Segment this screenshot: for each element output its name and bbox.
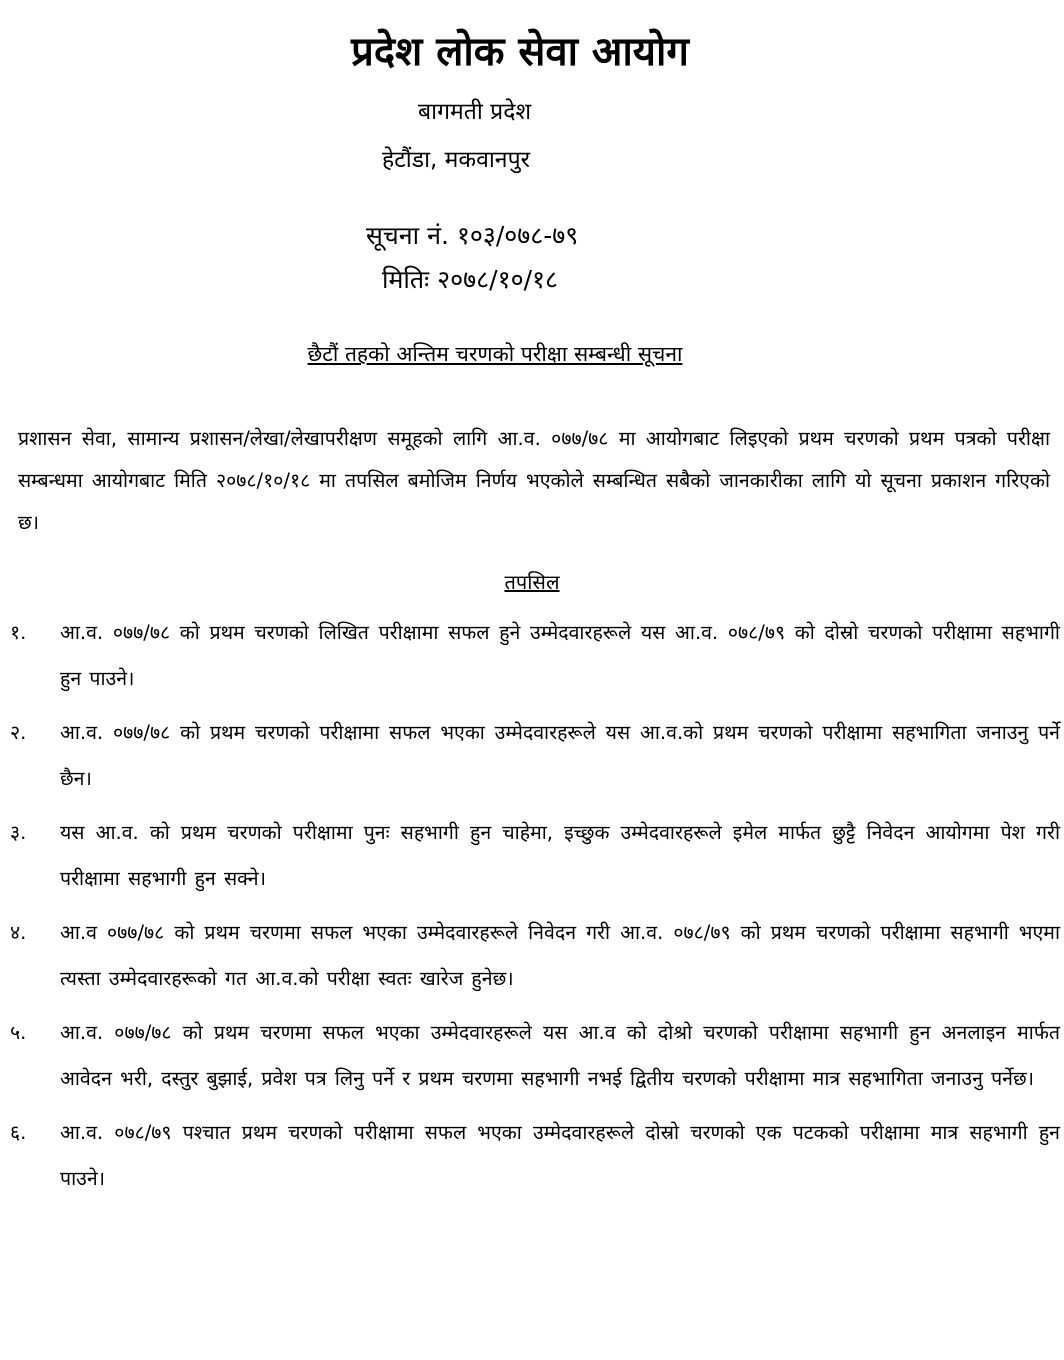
list-item-number: २. bbox=[10, 721, 27, 744]
list-item-number: ४. bbox=[10, 921, 27, 944]
list-item bbox=[0, 610, 1060, 702]
list-item bbox=[0, 910, 1060, 1002]
list-item-number: ६. bbox=[10, 1121, 27, 1144]
intro-paragraph: प्रशासन सेवा, सामान्य प्रशासन/लेखा/लेखापरीक्षण समूहको लागि आ.व. ०७७/७८ मा आयोगबाट लिइएको प्रथम चरणको प्रथम पत्रको परीक्षा सम्बन्धमा आयोगबाट मिति २०७८/१०/१८ मा तपसिल बमोजिम निर्णय भएकोले सम्बन्धित सबैको जानकारीका लागि यो सूचना प्रकाशन गरिएको छ। bbox=[18, 427, 1050, 534]
commission-title: प्रदेश लोक सेवा आयोग bbox=[351, 29, 689, 75]
list-item-text: आ.व ०७७/७८ को प्रथम चरणमा सफल भएका उम्मेदवारहरूले निवेदन गरी आ.व. ०७८/७९ को प्रथम चरणको परीक्षामा सहभागी भएमा त्यस्ता उम्मेदवारहरूको गत आ.व.को परीक्षा स्वतः खारेज हुनेछ। bbox=[60, 921, 1060, 990]
list-item-text: यस आ.व. को प्रथम चरणको परीक्षामा पुनः सहभागी हुन चाहेमा, इच्छुक उम्मेदवारहरूले इमेल मार्फत छुट्टै निवेदन आयोगमा पेश गरी परीक्षामा सहभागी हुन सक्ने। bbox=[60, 821, 1060, 890]
list-item-number: ३. bbox=[10, 821, 27, 844]
office-location: हेटौंडा, मकवानपुर bbox=[382, 147, 531, 173]
tapsil-label-row bbox=[0, 564, 1064, 600]
notice-heading: छैटौं तहको अन्तिम चरणको परीक्षा सम्बन्धी सूचना bbox=[307, 342, 683, 366]
decision-list bbox=[0, 610, 1060, 1210]
notice-number: सूचना नं. १०३/०७८-७९ bbox=[366, 221, 579, 250]
list-item-text: आ.व. ०७७/७८ को प्रथम चरणको परीक्षामा सफल भएका उम्मेदवारहरूले यस आ.व.को प्रथम चरणको परीक्षामा सहभागिता जनाउनु पर्ने छैन। bbox=[60, 721, 1060, 790]
list-item bbox=[0, 810, 1060, 902]
list-item-number: १. bbox=[10, 621, 27, 644]
list-item-text: आ.व. ०७८/७९ पश्चात प्रथम चरणको परीक्षामा सफल भएका उम्मेदवारहरूले दोस्रो चरणको एक पटकको परीक्षामा मात्र सहभागी हुन पाउने। bbox=[60, 1121, 1060, 1190]
list-item-text: आ.व. ०७७/७८ को प्रथम चरणमा सफल भएका उम्मेदवारहरूले यस आ.व को दोश्रो चरणको परीक्षामा सहभागी हुन अनलाइन मार्फत आवेदन भरी, दस्तुर बुझाई, प्रवेश पत्र लिनु पर्ने र प्रथम चरणमा सहभागी नभई द्वितीय चरणको परीक्षामा मात्र सहभागिता जनाउनु पर्नेछ। bbox=[60, 1021, 1060, 1090]
list-item bbox=[0, 1110, 1060, 1202]
list-item-number: ५. bbox=[10, 1021, 27, 1044]
list-item-text: आ.व. ०७७/७८ को प्रथम चरणको लिखित परीक्षामा सफल हुने उम्मेदवारहरूले यस आ.व. ०७८/७९ को दोस्रो चरणको परीक्षामा सहभागी हुन पाउने। bbox=[60, 621, 1060, 690]
notice-date: मितिः २०७८/१०/१८ bbox=[382, 265, 558, 294]
list-item bbox=[0, 710, 1060, 802]
province-name: बागमती प्रदेश bbox=[418, 99, 532, 125]
tapsil-label: तपसिल bbox=[504, 570, 560, 594]
list-item bbox=[0, 1010, 1060, 1102]
